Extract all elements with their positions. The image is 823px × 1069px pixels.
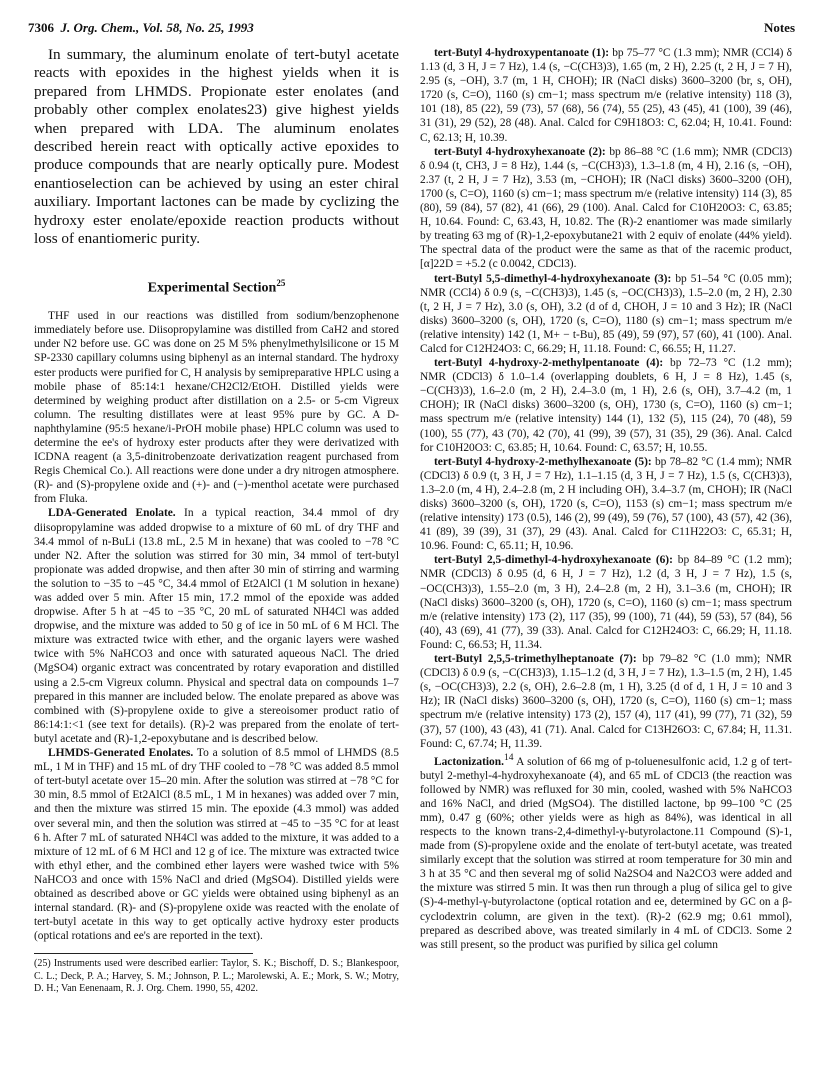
compound-3-entry: [420, 272, 792, 357]
compound-7-entry: [420, 652, 792, 751]
compound-3-data: bp 51–54 °C (0.05 mm); NMR (CCl4) δ 0.9 (s, −C(CH3)3), 1.45 (s, −OC(CH3)3), 1.5–2.0 (m, 2 H), 2.30 (t, 2 H, J = 7 Hz), 3.0 (s, OH), 3.2 (d of d, CHOH, J = 10 and 3 Hz); IR (NaCl disks) 3600–3200 (s, OH), 1720 (s, C=O), 1180 (s) cm−1; mass spectrum m/e (relative intensity) 142 (1, M+ − t-Bu), 85 (49), 59 (97), 57 (60), 41 (100). Anal. Calcd for C12H24O3: C, 66.29; H, 11.18. Found: C, 66.55; H, 11.27.: [420, 272, 792, 355]
compound-6-name: tert-Butyl 2,5-dimethyl-4-hydroxyhexanoate (6):: [434, 554, 673, 567]
materials-paragraph: THF used in our reactions was distilled from sodium/benzophenone immediately before use. Diisopropylamine was distilled from CaH2 and stored under N2 before use. GC was done on 25 M 5% phenylmethylsilicone or 15 M SP-2330 capillary columns using biphenyl as an internal standard. The hydroxy ester products were purified for C, H analysis by semipreparative HPLC using a mobile phase of 85:14:1 hexane/CH2Cl2/EtOH. Distilled yields were determined by weighing product after distillation on a 2.5- or 5-cm Vigreux column. The resulting distillates were at least 95% pure by GC. A D-naphthylamine (95:5 hexane/i-PrOH mobile phase) HPLC column was used to determine the ee's of hydroxy ester products after they were derivatized with ICDNA reagent (a 3,5-dinitrobenzoate derivatization reagent purchased from Regis Chemical Co.). All reactions were done under a dry nitrogen atmosphere. (R)- and (S)-propylene oxide and (+)- and (−)-menthol acetate were purchased from Fluka.: [34, 310, 399, 506]
compound-5-entry: [420, 455, 792, 554]
header-left: [28, 20, 254, 36]
footnote-25: (25) Instruments used were described earlier: Taylor, S. K.; Bischoff, D. S.; Blankespoor, C. L.; Deck, P. A.; Harvey, S. M.; Johnson, P. L.; Marolewski, A. E.; Mork, S. W.; Motry, D. H.; Van Eenenaam, R. J. Org. Chem. 1990, 55, 4202.: [34, 958, 399, 994]
lactonization-heading: Lactonization.: [434, 755, 504, 768]
left-column: [34, 46, 399, 995]
page-header: [28, 20, 795, 40]
summary-paragraph: In summary, the aluminum enolate of tert-butyl acetate reacts with epoxides in the highest yields when it is prepared from LHMDS. Propionate ester enolates (and probably other complex enolates23) give highest yields when prepared with LDA. The aluminum enolates described herein react with optically active epoxides to produce compounds that are nearly optically pure. Modest enantioselection can be achieved by using an ester chiral auxiliary. Important lactones can be made by cyclizing the hydroxy ester enolate/epoxide reaction products without loss of enantiomeric purity.: [34, 46, 399, 248]
compound-6-entry: [420, 553, 792, 652]
section-name: Notes: [763, 20, 795, 35]
compound-5-name: tert-Butyl 4-hydroxy-2-methylhexanoate (5):: [434, 455, 652, 468]
compound-6-data: bp 84–89 °C (1.2 mm); NMR (CDCl3) δ 0.95 (d, 6 H, J = 7 Hz), 1.2 (d, 3 H, J = 7 Hz), 1.5 (s, −OC(CH3)3), 1.55–2.0 (m, 3 H), 2.4–2.8 (m, 2 H), 3.1–3.6 (m, CHOH); IR (NaCl disks) 3600–3200 (s, OH), 1720 (s, C=O), 1160 (s) cm−1; mass spectrum m/e (relative intensity) 173 (2), 117 (35), 99 (100), 71 (44), 59 (53), 57 (84), 56 (40), 43 (69), 41 (77), 39 (33). Anal. Calcd for C12H24O3: C, 66.29; H, 11.18. Found: C, 66.53; H, 11.34.: [420, 554, 792, 651]
compound-1-name: tert-Butyl 4-hydroxypentanoate (1):: [434, 47, 610, 59]
lactonization-text: A solution of 66 mg of p-toluenesulfonic acid, 1.2 g of tert-butyl 2-methyl-4-hydroxyhexanoate (4), and 65 mL of CDCl3 (the reaction was followed by NMR) was refluxed for 30 min, cooled, washed with 5% NaHCO3 and 16% NaCl, and dried (MgSO4). The distilled lactone, bp 99–100 °C (25 mm), 0.47 g (60%; other yields were as high as 84%), was identical in all respects to the known trans-2,4-dimethyl-γ-butyrolactone.11 Compound (S)-1, made from (S)-propylene oxide and the enolate of tert-butyl acetate, was treated similarly except that the solution was stirred at room temperature for 30 min and 3 h at 35 °C and then several mg of solid Na2SO4 and Na2CO3 were added and the mixture was stirred 5 min. It was then run through a plug of silica gel to give (S)-4-methyl-γ-butyrolactone (optical rotation and ee, determined by GC on a β-cyclodextrin column, are given in the text). (R)-2 (62.9 mg; 0.61 mmol), prepared as described above, was treated similarly in 4 mL of CDCl3. Some 2 was still present, so the product was purified by silica gel column: [420, 755, 792, 951]
lhmds-enolate-paragraph: [34, 746, 399, 943]
compound-7-data: bp 79–82 °C (1.0 mm); NMR (CDCl3) δ 0.9 (s, −C(CH3)3), 1.15–1.2 (d, 3 H, J = 7 Hz), 1.3–1.5 (m, 2 H), 1.45 (s, −OC(CH3)3), 2.2 (s, OH), 2.6–2.8 (m, 1 H), 3.25 (d of d, 1 H, J = 10 and 3 Hz); IR (NaCl disks) 3600–3200 (s, OH), 1720 (s, C=O), 1160 (s) cm−1; mass spectrum m/e (relative intensity) 173 (2), 157 (4), 117 (41), 99 (77), 71 (32), 59 (37), 57 (100), 43 (43), 41 (71). Anal. Calcd for C13H26O3: C, 67.84; H, 11.31. Found: C, 67.74; H, 11.39.: [420, 653, 792, 750]
footnote-divider: [34, 953, 253, 954]
experimental-section-heading: [34, 278, 399, 297]
compound-4-entry: [420, 356, 792, 455]
lda-enolate-heading: LDA-Generated Enolate.: [48, 507, 176, 520]
compound-4-data: bp 72–73 °C (1.2 mm); NMR (CDCl3) δ 1.0–1.4 (overlapping doublets, 6 H, J = 8 Hz), 1.45 (s, −C(CH3)3), 1.6–2.0 (m, 2 H), 2.4–3.0 (m, 1 H), 2.6 (s, OH), 3.7–4.2 (m, 1 CHOH); IR (NaCl disks) 3600–3200 (s, OH), 1730 (s, C=O), 1160 (s) cm−1; mass spectrum m/e (relative intensity) 144 (1), 132 (5), 115 (24), 70 (48), 59 (100), 55 (77), 43 (70), 42 (70), 41 (99), 39 (57), 31 (35), 29 (36). Anal. Calcd for C10H20O3: C, 63.85; H, 10.64. Found: C, 63.57; H, 10.55.: [420, 357, 792, 454]
compound-4-name: tert-Butyl 4-hydroxy-2-methylpentanoate (4):: [434, 357, 664, 370]
compound-2-entry: [420, 145, 792, 272]
section-footnote-ref: 25: [276, 278, 286, 289]
lactonization-ref: 14: [503, 752, 514, 763]
compound-2-data: bp 86–88 °C (1.6 mm); NMR (CDCl3) δ 0.94 (t, CH3, J = 8 Hz), 1.44 (s, −C(CH3)3), 1.3–1.8 (m, 4 H), 2.16 (s, −OH), 2.37 (t, 2 H, J = 7 Hz), 3.53 (m, −CHOH); IR (NaCl disks) 3600–3200 (OH), 1700 (s, C=O), 1160 (s) cm−1; mass spectrum m/e (relative intensity) 114 (3), 85 (80), 59 (84), 57 (82), 41 (66), 29 (100). Anal. Calcd for C10H20O3: C, 63.85; H, 10.64. Found: C, 63.43, H, 10.82. The (R)-2 enantiomer was made similarly by treating 63 mg of (R)-1,2-epoxybutane21 with 2 equiv of enolate (44% yield). The spectral data of the product were the same as that of the racemic product, [α]22D = +5.2 (c 0.0042, CDCl3).: [420, 145, 792, 271]
right-column: [420, 46, 792, 952]
journal-citation: J. Org. Chem., Vol. 58, No. 25, 1993: [60, 20, 254, 35]
lhmds-enolate-heading: LHMDS-Generated Enolates.: [48, 747, 194, 760]
compound-1-data: bp 75–77 °C (1.3 mm); NMR (CCl4) δ 1.13 (d, 3 H, J = 7 Hz), 1.4 (s, −C(CH3)3), 1.65 (m, 2 H), 2.25 (t, 2 H, J = 7 H), 2.95 (s, −OH), 3.7 (m, 1 H, CHOH); IR (NaCl disks) 3600–3200 (br, s, OH), 1720 (s, C=O), 1160 (s) cm−1; mass spectrum m/e (relative intensity) 118 (3), 101 (18), 85 (22), 59 (73), 57 (68), 56 (74), 55 (25), 43 (45), 41 (100), 39 (46), 31 (31), 29 (52), 28 (48). Anal. Calcd for C9H18O3: C, 62.04; H, 10.41. Found: C, 62.13; H, 10.39.: [420, 47, 792, 144]
lactonization-paragraph: [420, 751, 792, 952]
compound-3-name: tert-Butyl 5,5-dimethyl-4-hydroxyhexanoate (3):: [434, 272, 672, 285]
compound-5-data: bp 78–82 °C (1.4 mm); NMR (CDCl3) δ 0.9 (t, 3 H, J = 7 Hz), 1.1–1.15 (d, 3 H, J = 7 Hz), 1.5 (s, C(CH3)3), 1.3–2.0 (m, 4 H), 2.4–2.8 (m, 2 H including OH), 3.4–3.7 (m, CHOH); IR (NaCl disks) 3600–3200 (s, OH), 1720 (s, C=O), 1153 (s) cm−1; mass spectrum m/e (relative intensity) 173 (0.5), 146 (2), 99 (49), 59 (76), 57 (100), 43 (57), 42 (36), 41 (89), 39 (39), 31 (37), 29 (43). Anal. Calcd for C11H22O3: C, 65.31; H, 10.96. Found: C, 65.11; H, 10.96.: [420, 455, 792, 553]
compound-7-name: tert-Butyl 2,5,5-trimethylheptanoate (7):: [434, 653, 637, 666]
lda-enolate-text: In a typical reaction, 34.4 mmol of dry diisopropylamine was added dropwise to a mixture of 60 mL of dry THF and 34.4 mmol of n-BuLi (13.8 mL, 2.5 M in hexane) that was cooled to −78 °C under N2. After the solution was stirred for 30 min, 34 mmol of tert-butyl propionate was added dropwise, and then after 30 min of stirring and warming the solution to −35 to −45 °C, 34.4 mmol of Et2AlCl (1 M solution in hexane) was added over 5 min. After 15 min, 17.2 mmol of the epoxide was added dropwise. After 5 h at −45 to −35 °C, 20 mL of saturated NH4Cl was added dropwise, and the mixture was added to 50 g of ice in 50 mL of 6 M HCl. The mixture was extracted twice with ether, and the organic layers were washed twice with 5% NaHCO3 and once with saturated aqueous NaCl. The dried (MgSO4) organic extract was concentrated by rotary evaporation and distilled using a 2.5-cm Vigreux column. Physical and spectral data on compounds 1–7 prepared in this manner are included below. The enolate prepared as above was combined with (S)-propylene oxide to give a stereoisomer product ratio of 86:14:1:<1 (see text for details). (R)-2 was prepared from the enolate of tert-butyl acetate and (R)-1,2-epoxybutane and is described below.: [34, 507, 399, 745]
lhmds-enolate-text: To a solution of 8.5 mmol of LHMDS (8.5 mL, 1 M in THF) and 15 mL of dry THF cooled to −78 °C was added 8.5 mmol of tert-butyl acetate over 15–20 min. After the solution was stirred at −78 °C for 30 min, 8.5 mmol of Et2AlCl (8.5 mL, 1 M in hexanes) was added over 7 min, and then the mixture was stirred 15 min. The epoxide (4.3 mmol) was added over several min, and then the solution was stirred at −45 to −35 °C for at least 6 h. After 7 mL of saturated NH4Cl was added to the mixture, it was added to a mixture of 12 mL of 6 M HCl and 12 g of ice. The mixture was extracted twice with ethyl ether, and the combined ether layers were washed twice with 5% NaHCO3 and once with 15% NaCl and dried (MgSO4). Distilled yields were obtained as described above or GC yields were obtained using biphenyl as an internal standard. (R)- and (S)-propylene oxide was reacted with the enolate of tert-butyl acetate in this way to get optically active hydroxy ester products (optical rotations and ee's are reported in the text).: [34, 747, 399, 943]
compound-1-entry: [420, 46, 792, 145]
compound-2-name: tert-Butyl 4-hydroxyhexanoate (2):: [434, 145, 606, 158]
section-title: Experimental Section: [147, 281, 277, 297]
page-number: 7306: [28, 20, 54, 35]
lda-enolate-paragraph: [34, 506, 399, 746]
